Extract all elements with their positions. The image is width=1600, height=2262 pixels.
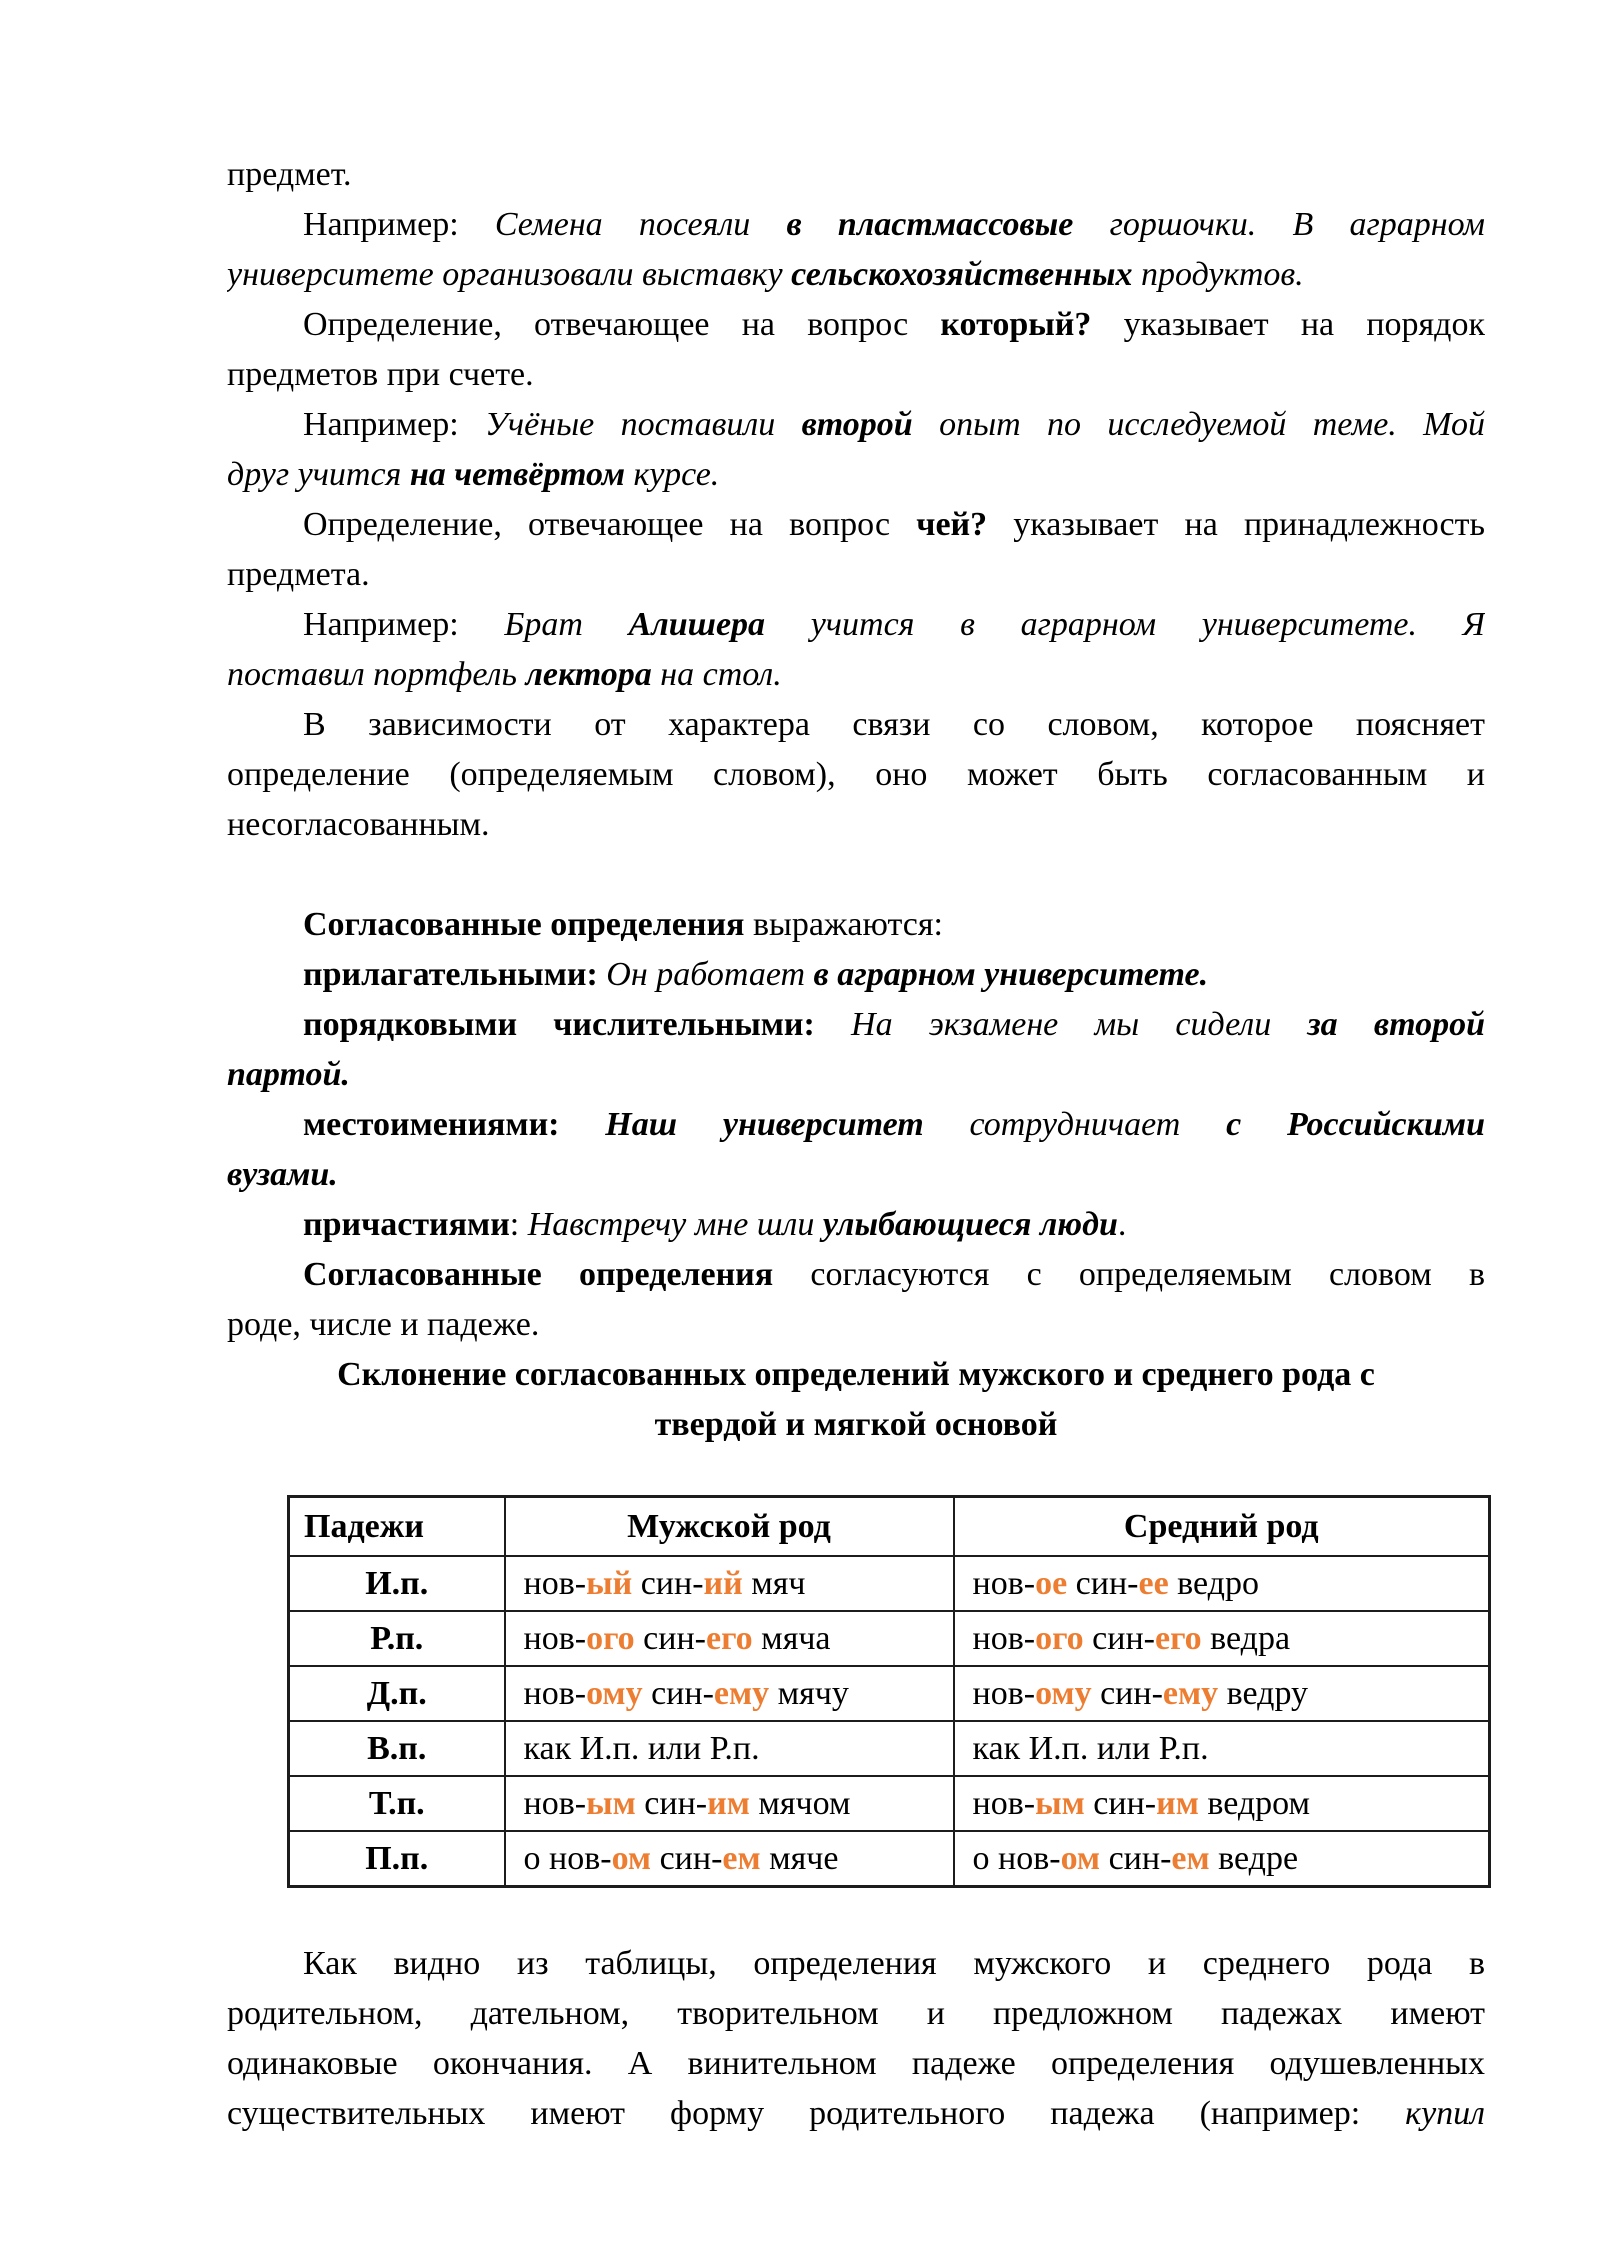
text-line	[227, 600, 1485, 650]
text-segment: горшочки. В аграрном	[1109, 206, 1485, 243]
text-line	[227, 400, 1485, 450]
table-row	[289, 1721, 1490, 1776]
text-line	[227, 500, 1485, 550]
case-cell: Т.п.	[289, 1776, 505, 1831]
text-line	[227, 2039, 1485, 2089]
text-segment: за второй	[1307, 1006, 1485, 1043]
text-line	[227, 1400, 1485, 1450]
text-segment: второй	[801, 406, 940, 443]
text-segment: курсе.	[633, 456, 720, 493]
text-segment: указывает на порядок	[1091, 306, 1485, 343]
text-segment: ем	[1171, 1839, 1210, 1877]
text-segment: в пластмассовые	[786, 206, 1110, 243]
text-segment: ого	[1035, 1619, 1084, 1657]
text-segment: мячом	[749, 1784, 851, 1822]
text-segment: в аграрном университете.	[813, 956, 1209, 993]
text-segment: выражаются:	[752, 906, 943, 943]
text-line	[227, 800, 1485, 850]
text-line	[227, 550, 1485, 600]
text-segment: син-	[635, 1784, 708, 1822]
text-segment: ым	[1035, 1784, 1085, 1822]
neuter-cell	[954, 1831, 1490, 1887]
text-line	[227, 1100, 1485, 1150]
text-segment: Он работает	[606, 956, 814, 993]
case-cell: Р.п.	[289, 1611, 505, 1666]
case-cell: В.п.	[289, 1721, 505, 1776]
text-segment: продуктов.	[1141, 256, 1304, 293]
text-line	[227, 1250, 1485, 1300]
text-segment: как И.п. или Р.п.	[523, 1729, 760, 1767]
text-segment: Согласованные определения	[303, 1256, 811, 1293]
text-segment: Например:	[303, 406, 486, 443]
text-segment: мяча	[752, 1619, 831, 1657]
text-segment: нов-	[972, 1784, 1036, 1822]
text-segment: согласуются с определяемым словом в	[810, 1256, 1485, 1293]
text-segment: несогласованным.	[227, 806, 490, 843]
text-segment: нов-	[972, 1564, 1036, 1602]
masculine-cell	[505, 1666, 954, 1721]
text-segment: друг учится	[227, 456, 410, 493]
text-segment: син-	[1084, 1784, 1157, 1822]
text-segment: предмета.	[227, 556, 370, 593]
text-line	[227, 200, 1485, 250]
text-segment: который?	[940, 306, 1092, 343]
text-segment: с Российскими	[1226, 1106, 1485, 1143]
text-line	[227, 1300, 1485, 1350]
text-segment: указывает на принадлежность	[987, 506, 1485, 543]
text-segment: определение (определяемым словом), оно может быть согласованным и	[227, 756, 1485, 793]
text-segment: Наш университет	[605, 1106, 970, 1143]
text-segment: син-	[1067, 1564, 1139, 1602]
text-line	[227, 650, 1485, 700]
table-row	[289, 1556, 1490, 1611]
masculine-cell	[505, 1721, 954, 1776]
column-header: Падежи	[289, 1497, 505, 1557]
text-segment: :	[509, 1206, 528, 1243]
text-segment: ведро	[1168, 1564, 1259, 1602]
table-row	[289, 1666, 1490, 1721]
text-segment: На экзамене мы сидели	[851, 1006, 1308, 1043]
text-segment: нов-	[972, 1619, 1036, 1657]
table-row	[289, 1611, 1490, 1666]
text-segment: ом	[1060, 1839, 1101, 1877]
text-segment: учится в аграрном университете. Я	[810, 606, 1485, 643]
text-segment: син-	[651, 1839, 723, 1877]
text-line	[227, 1350, 1485, 1400]
body-text	[227, 150, 1485, 1450]
text-segment: Склонение согласованных определений мужского и среднего рода с	[337, 1356, 1375, 1393]
text-segment: ведру	[1218, 1674, 1309, 1712]
text-segment: родительном, дательном, творительном и предложном падежах имеют	[227, 1995, 1485, 2032]
text-segment: сотрудничает	[969, 1106, 1227, 1143]
table-header-row	[289, 1497, 1490, 1557]
text-segment: син-	[642, 1674, 714, 1712]
text-segment: нов-	[523, 1784, 587, 1822]
text-segment: опыт по исследуемой теме. Мой	[939, 406, 1485, 443]
text-segment: ем	[722, 1839, 761, 1877]
blank-line	[227, 850, 1485, 900]
column-header: Средний род	[954, 1497, 1490, 1557]
text-segment: предметов при счете.	[227, 356, 534, 393]
text-segment: Определение, отвечающее на вопрос	[303, 306, 941, 343]
text-line	[227, 700, 1485, 750]
text-segment: ему	[1162, 1674, 1219, 1712]
text-segment: мячу	[769, 1674, 849, 1712]
text-segment: вузами.	[227, 1156, 338, 1193]
masculine-cell	[505, 1776, 954, 1831]
text-line	[227, 150, 1485, 200]
text-line	[227, 250, 1485, 300]
text-line	[227, 300, 1485, 350]
case-cell: П.п.	[289, 1831, 505, 1887]
text-segment: ведра	[1201, 1619, 1291, 1657]
text-segment: местоимениями:	[303, 1106, 606, 1143]
text-segment: университете организовали выставку	[227, 256, 792, 293]
text-segment: ому	[586, 1674, 643, 1712]
text-segment: прилагательными:	[303, 956, 607, 993]
text-segment: Определение, отвечающее на вопрос	[303, 506, 917, 543]
text-segment: ему	[713, 1674, 770, 1712]
masculine-cell	[505, 1556, 954, 1611]
text-segment: Например:	[303, 206, 495, 243]
text-line	[227, 950, 1485, 1000]
text-segment: твердой и мягкой основой	[654, 1406, 1058, 1443]
text-line	[227, 900, 1485, 950]
text-segment: на стол.	[660, 656, 782, 693]
text-segment: Брат	[504, 606, 629, 643]
text-segment: В зависимости от характера связи со словом, которое поясняет	[303, 706, 1485, 743]
text-column	[227, 150, 1485, 2139]
text-line	[227, 1939, 1485, 1989]
text-segment: ведром	[1198, 1784, 1311, 1822]
text-segment: улыбающиеся люди	[822, 1206, 1118, 1243]
text-segment: нов-	[523, 1674, 587, 1712]
text-segment: ое	[1035, 1564, 1068, 1602]
neuter-cell	[954, 1776, 1490, 1831]
text-segment: Семена посеяли	[494, 206, 787, 243]
text-segment: Алишера	[628, 606, 811, 643]
text-segment: купил	[1405, 2095, 1485, 2132]
text-segment: син-	[634, 1619, 706, 1657]
table-row	[289, 1776, 1490, 1831]
text-segment: ым	[586, 1784, 636, 1822]
text-segment: ому	[1035, 1674, 1092, 1712]
text-segment: син-	[1100, 1839, 1172, 1877]
text-segment: причастиями	[303, 1206, 510, 1243]
text-line	[227, 2089, 1485, 2139]
text-segment: сельскохозяйственных	[791, 256, 1142, 293]
text-segment: существительных имеют форму родительного падежа (например:	[227, 2095, 1406, 2132]
after-table-text	[227, 1939, 1485, 2139]
text-line	[227, 1050, 1485, 1100]
text-segment: син-	[1083, 1619, 1155, 1657]
text-segment: о нов-	[523, 1839, 612, 1877]
text-segment: одинаковые окончания. А винительном падеже определения одушевленных	[227, 2045, 1485, 2082]
text-segment: на четвёртом	[409, 456, 634, 493]
text-segment: Например:	[303, 606, 505, 643]
table-header-row	[289, 1497, 1490, 1557]
text-segment: мяче	[760, 1839, 839, 1877]
text-line	[227, 1989, 1485, 2039]
text-segment: Учёные поставили	[485, 406, 802, 443]
text-segment: ее	[1138, 1564, 1169, 1602]
text-line	[227, 350, 1485, 400]
text-segment: как И.п. или Р.п.	[972, 1729, 1209, 1767]
text-segment: ведре	[1209, 1839, 1299, 1877]
text-segment: нов-	[972, 1674, 1036, 1712]
declension-table	[287, 1495, 1491, 1888]
masculine-cell	[505, 1611, 954, 1666]
text-segment: ом	[611, 1839, 652, 1877]
text-segment: Навстречу мне шли	[527, 1206, 823, 1243]
text-segment: о нов-	[972, 1839, 1061, 1877]
text-segment: поставил портфель	[227, 656, 526, 693]
masculine-cell	[505, 1831, 954, 1887]
neuter-cell	[954, 1666, 1490, 1721]
table-body	[289, 1556, 1490, 1887]
text-segment: чей?	[916, 506, 988, 543]
text-line	[227, 750, 1485, 800]
table-row	[289, 1831, 1490, 1887]
neuter-cell	[954, 1556, 1490, 1611]
text-line	[227, 1150, 1485, 1200]
text-segment: им	[1156, 1784, 1199, 1822]
text-segment: его	[1154, 1619, 1202, 1657]
neuter-cell	[954, 1611, 1490, 1666]
text-segment: Как видно из таблицы, определения мужского и среднего рода в	[303, 1945, 1485, 1982]
text-segment: роде, числе и падеже.	[227, 1306, 540, 1343]
text-segment: ый	[586, 1564, 633, 1602]
text-segment: син-	[632, 1564, 704, 1602]
text-segment: порядковыми числительными:	[303, 1006, 852, 1043]
text-segment: мяч	[742, 1564, 806, 1602]
text-segment: предмет.	[227, 156, 352, 193]
column-header: Мужской род	[505, 1497, 954, 1557]
text-segment: Согласованные определения	[303, 906, 753, 943]
neuter-cell	[954, 1721, 1490, 1776]
text-segment: ого	[586, 1619, 635, 1657]
text-line	[227, 1200, 1485, 1250]
text-segment: .	[1117, 1206, 1127, 1243]
case-cell: И.п.	[289, 1556, 505, 1611]
text-segment: нов-	[523, 1619, 587, 1657]
text-line	[227, 450, 1485, 500]
text-segment: им	[707, 1784, 750, 1822]
text-segment: лектора	[525, 656, 661, 693]
text-line	[227, 1000, 1485, 1050]
text-segment: его	[705, 1619, 753, 1657]
text-segment: нов-	[523, 1564, 587, 1602]
text-segment: партой.	[227, 1056, 350, 1093]
case-cell: Д.п.	[289, 1666, 505, 1721]
text-segment: ий	[703, 1564, 743, 1602]
text-segment: син-	[1091, 1674, 1163, 1712]
